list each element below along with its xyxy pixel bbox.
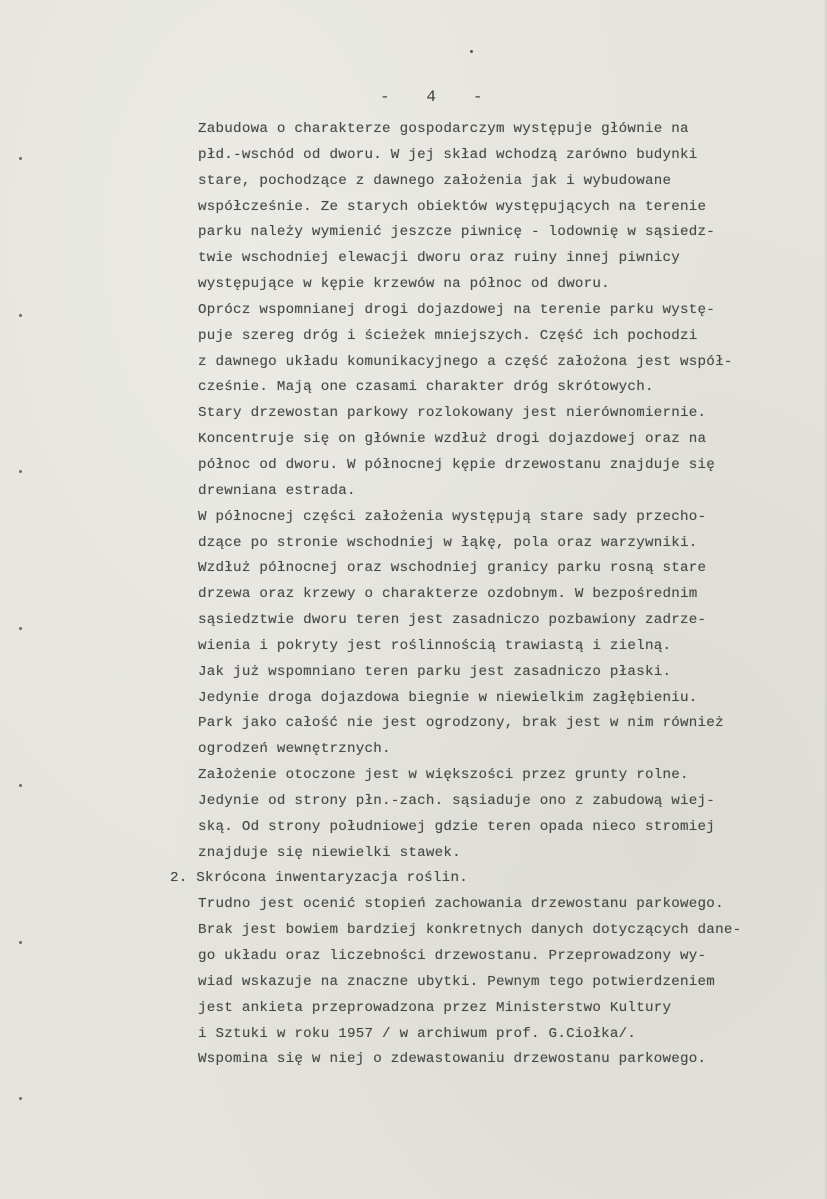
- text-line: Trudno jest ocenić stopień zachowania drzewostanu parkowego.: [198, 896, 724, 913]
- margin-mark: [19, 314, 22, 317]
- text-line: drewniana estrada.: [198, 482, 356, 499]
- margin-mark: [19, 1097, 22, 1100]
- text-line: Koncentruje się on głównie wzdłuż drogi dojazdowej oraz na: [198, 431, 707, 448]
- text-line: Oprócz wspomnianej drogi dojazdowej na terenie parku wystę-: [198, 301, 716, 318]
- text-line: Jedynie droga dojazdowa biegnie w niewielkim zagłębieniu.: [198, 689, 698, 706]
- margin-mark: [19, 157, 22, 160]
- text-line: puje szereg dróg i ścieżek mniejszych. Część ich pochodzi: [198, 327, 698, 344]
- text-line: ską. Od strony południowej gdzie teren opada nieco stromiej: [198, 818, 716, 835]
- text-line: znajduje się niewielki stawek.: [198, 844, 461, 861]
- margin-mark: [19, 627, 22, 630]
- text-line: jest ankieta przeprowadzona przez Ministerstwo Kultury: [198, 999, 672, 1016]
- text-line: i Sztuki w roku 1957 / w archiwum prof. G.Ciołka/.: [198, 1025, 637, 1042]
- text-line: Park jako całość nie jest ogrodzony, brak jest w nim również: [198, 715, 724, 732]
- text-line: współcześnie. Ze starych obiektów występujących na terenie: [198, 198, 707, 215]
- text-line: z dawnego układu komunikacyjnego a część założona jest współ-: [198, 353, 733, 370]
- text-line: występujące w kępie krzewów na północ od dworu.: [198, 276, 610, 293]
- text-line: ogrodzeń wewnętrznych.: [198, 741, 391, 758]
- text-line: płd.-wschód od dworu. W jej skład wchodzą zarówno budynki: [198, 146, 698, 163]
- text-line: drzewa oraz krzewy o charakterze ozdobnym. W bezpośrednim: [198, 586, 698, 603]
- text-line: północ od dworu. W północnej kępie drzewostanu znajduje się: [198, 456, 716, 473]
- margin-mark: [19, 784, 22, 787]
- margin-mark: [19, 470, 22, 473]
- paper-speck: [470, 50, 473, 53]
- text-line: Brak jest bowiem bardziej konkretnych danych dotyczących dane-: [198, 922, 742, 939]
- text-line: Jedynie od strony płn.-zach. sąsiaduje ono z zabudową wiej-: [198, 792, 716, 809]
- text-line: Jak już wspomniano teren parku jest zasadniczo płaski.: [198, 663, 672, 680]
- text-line: sąsiedztwie dworu teren jest zasadniczo pozbawiony zadrze-: [198, 612, 707, 629]
- margin-mark: [19, 941, 22, 944]
- text-line: Zabudowa o charakterze gospodarczym występuje głównie na: [198, 121, 689, 137]
- text-line: wienia i pokryty jest roślinnością trawiastą i zielną.: [198, 637, 672, 654]
- text-line: stare, pochodzące z dawnego założenia jak i wybudowane: [198, 172, 672, 189]
- text-line: dzące po stronie wschodniej w łąkę, pola oraz warzywniki.: [198, 534, 698, 551]
- text-line: Założenie otoczone jest w większości przez grunty rolne.: [198, 767, 689, 784]
- text-line: Wspomina się w niej o zdewastowaniu drzewostanu parkowego.: [198, 1051, 707, 1068]
- document-body: [170, 117, 823, 1073]
- text-line: wiad wskazuje na znaczne ubytki. Pewnym tego potwierdzeniem: [198, 973, 716, 990]
- text-line: cześnie. Mają one czasami charakter dróg skrótowych.: [198, 379, 654, 396]
- text-line: Wzdłuż północnej oraz wschodniej granicy parku rosną stare: [198, 560, 707, 577]
- page-number: - 4 -: [380, 88, 485, 106]
- text-line: twie wschodniej elewacji dworu oraz ruiny innej piwnicy: [198, 250, 681, 267]
- section-heading: 2. Skrócona inwentaryzacja roślin.: [170, 870, 468, 887]
- text-line: W północnej części założenia występują stare sady przecho-: [198, 508, 707, 525]
- text-line: parku należy wymienić jeszcze piwnicę - lodownię w sąsiedz-: [198, 224, 716, 241]
- text-line: Stary drzewostan parkowy rozlokowany jest nierównomiernie.: [198, 405, 707, 422]
- text-line: go układu oraz liczebności drzewostanu. Przeprowadzony wy-: [198, 948, 707, 964]
